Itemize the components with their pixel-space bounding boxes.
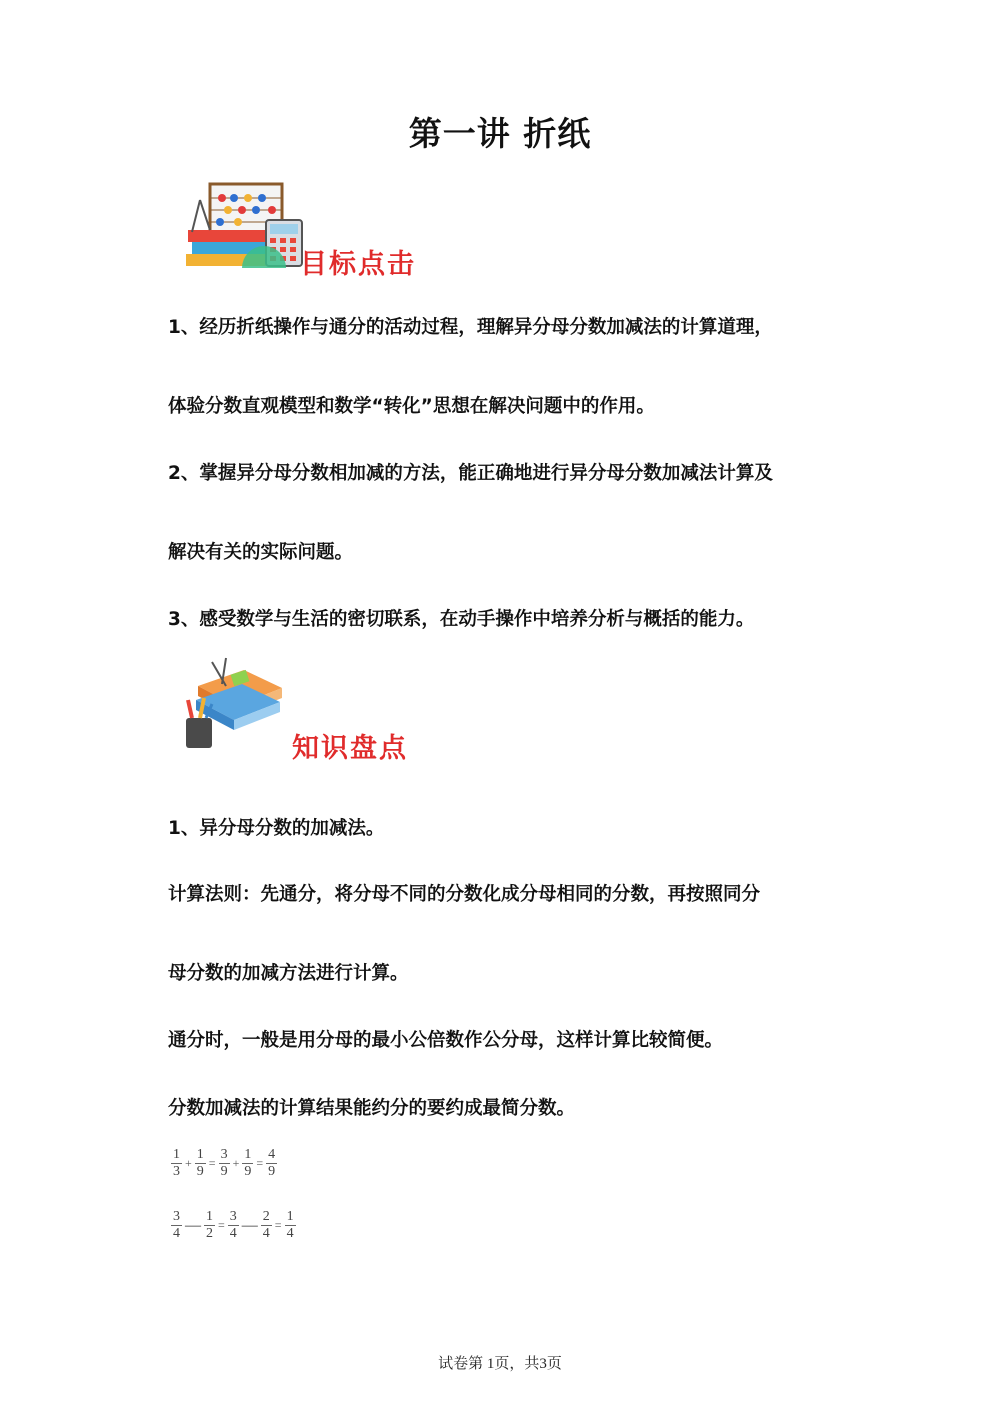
fraction: $\frac{3}{4}$: [229, 1209, 237, 1241]
goals-banner: [182, 180, 442, 280]
goal-line-1: 1、经历折纸操作与通分的活动过程，理解异分母分数加减法的计算道理，: [168, 317, 773, 338]
goal-line-2: 体验分数直观模型和数学“转化”思想在解决问题中的作用。: [168, 396, 655, 417]
page-footer: 试卷第 1页，共3页: [438, 1356, 562, 1372]
knowledge-line-3: 母分数的加减方法进行计算。: [168, 963, 409, 984]
goals-label: 目标点击: [300, 249, 416, 280]
fraction-example-2: [170, 1209, 297, 1242]
goal-line-5: 3、感受数学与生活的密切联系，在动手操作中培养分析与概括的能力。: [168, 609, 755, 630]
knowledge-line-4: 通分时，一般是用分母的最小公倍数作公分母，这样计算比较简便。: [168, 1030, 724, 1051]
fraction: $\frac{1}{9}$: [196, 1147, 204, 1179]
knowledge-line-5: 分数加减法的计算结果能约分的要约成最简分数。: [168, 1098, 576, 1119]
fraction: $\frac{3}{9}$: [220, 1147, 228, 1179]
fraction: $\frac{1}{4}$: [286, 1209, 294, 1241]
fraction: $\frac{1}{3}$: [173, 1147, 180, 1179]
fraction: $\frac{2}{4}$: [262, 1209, 270, 1241]
fraction: $\frac{3}{4}$: [173, 1209, 180, 1241]
equals-sign: =: [218, 1218, 225, 1232]
minus-sign: —: [185, 1216, 201, 1234]
fraction: $\frac{1}{9}$: [244, 1147, 252, 1179]
plus-sign: +: [232, 1156, 240, 1170]
fraction: $\frac{4}{9}$: [268, 1147, 276, 1179]
equals-sign: =: [274, 1218, 282, 1232]
knowledge-banner: [182, 652, 442, 764]
page-title: 第一讲 折纸: [408, 114, 592, 153]
equals-sign: =: [256, 1156, 264, 1170]
goal-line-4: 解决有关的实际问题。: [168, 542, 354, 563]
equals-sign: =: [208, 1156, 216, 1170]
knowledge-label: 知识盘点: [292, 733, 408, 764]
knowledge-line-2: 计算法则：先通分，将分母不同的分数化成分母相同的分数，再按照同分: [168, 884, 761, 905]
plus-sign: +: [185, 1156, 192, 1170]
books-pencil-cup-icon: [182, 652, 292, 752]
minus-sign: —: [241, 1216, 258, 1234]
fraction-example-1: [170, 1147, 278, 1180]
goal-line-3: 2、掌握异分母分数相加减的方法，能正确地进行异分母分数加减法计算及: [168, 463, 773, 484]
knowledge-line-1: 1、异分母分数的加减法。: [168, 818, 385, 839]
fraction: $\frac{1}{2}$: [206, 1209, 213, 1241]
abacus-books-icon: [182, 180, 312, 272]
